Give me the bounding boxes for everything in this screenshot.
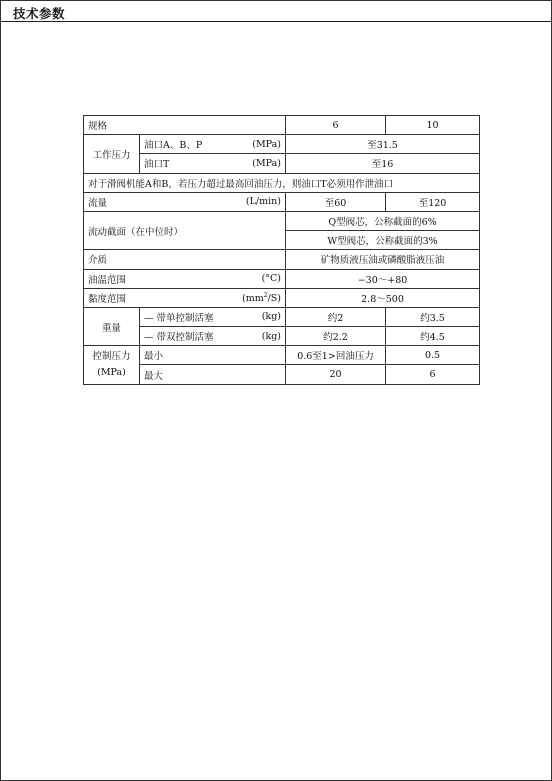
oil-temp-cell <box>84 269 286 288</box>
flow-unit: (L/min) <box>245 196 282 208</box>
table-row-spec <box>84 116 480 135</box>
port-t-cell <box>140 154 286 173</box>
section-title: 技术参数 <box>13 6 66 21</box>
viscosity-unit: $(mm^2/S)$ <box>242 291 282 304</box>
cross-section-q: Q型阀芯，公称截面的6% <box>286 211 480 230</box>
oil-temp-value: −30～+80 <box>286 269 480 288</box>
table-row-weight-double <box>84 327 480 346</box>
port-t-label: 油口T <box>144 159 170 171</box>
cross-section-label: 流动截面（在中位时） <box>84 211 286 249</box>
viscosity-label: 黏度范围 <box>88 293 127 305</box>
control-min-label: 最小 <box>140 346 286 365</box>
weight-single-size-6: 约2 <box>286 307 386 326</box>
drain-note: 对于滑阀机能A和B，若压力超过最高回油压力，则油口T必须用作泄油口 <box>84 173 480 192</box>
viscosity-value: 2.8～500 <box>286 288 480 307</box>
weight-label: 重量 <box>84 307 140 345</box>
table-row-control-max <box>84 365 480 384</box>
oil-temp-label: 油温范围 <box>88 274 127 286</box>
flow-label: 流量 <box>88 197 108 209</box>
port-abp-unit: (MPa) <box>252 138 282 150</box>
port-abp-label: 油口A、B、P <box>144 140 203 152</box>
table-row-pressure-t <box>84 154 480 173</box>
port-abp-cell <box>140 135 286 154</box>
port-t-value: 至16 <box>286 154 480 173</box>
control-max-size-6: 20 <box>286 365 386 384</box>
table-row-oil-temp <box>84 269 480 288</box>
weight-double-size-10: 约4.5 <box>386 327 480 346</box>
weight-single-cell <box>140 307 286 326</box>
oil-temp-unit: (°C) <box>261 273 282 285</box>
control-max-label: 最大 <box>140 365 286 384</box>
table-row-pressure-abp <box>84 135 480 154</box>
control-pressure-label: 控制压力 (MPa) <box>84 346 140 384</box>
spec-label: 规格 <box>84 116 286 135</box>
working-pressure-label: 工作压力 <box>84 135 140 173</box>
medium-label: 介质 <box>84 250 286 269</box>
table-row-flow <box>84 192 480 211</box>
technical-spec-table <box>83 115 480 385</box>
cross-section-w: W型阀芯，公称截面的3% <box>286 231 480 250</box>
weight-double-size-6: 约2.2 <box>286 327 386 346</box>
table-row-note <box>84 173 480 192</box>
weight-single-unit: (kg) <box>261 311 282 323</box>
weight-double-unit: (kg) <box>261 330 282 342</box>
table-row-control-min <box>84 346 480 365</box>
table-row-viscosity <box>84 288 480 307</box>
weight-double-label: — 带双控制活塞 <box>144 332 214 344</box>
flow-size-10: 至120 <box>386 192 480 211</box>
control-max-size-10: 6 <box>386 365 480 384</box>
flow-cell <box>84 192 286 211</box>
section-header <box>1 1 551 22</box>
table-row-weight-single <box>84 307 480 326</box>
control-min-size-6: 0.6至1>回油压力 <box>286 346 386 365</box>
port-abp-value: 至31.5 <box>286 135 480 154</box>
weight-double-cell <box>140 327 286 346</box>
table-row-section-q <box>84 211 480 230</box>
spec-size-6: 6 <box>286 116 386 135</box>
flow-size-6: 至60 <box>286 192 386 211</box>
weight-single-size-10: 约3.5 <box>386 307 480 326</box>
medium-value: 矿物质液压油或磷酸脂液压油 <box>286 250 480 269</box>
weight-single-label: — 带单控制活塞 <box>144 312 214 324</box>
table-row-medium <box>84 250 480 269</box>
port-t-unit: (MPa) <box>252 157 282 169</box>
spec-size-10: 10 <box>386 116 480 135</box>
control-min-size-10: 0.5 <box>386 346 480 365</box>
viscosity-cell <box>84 288 286 307</box>
